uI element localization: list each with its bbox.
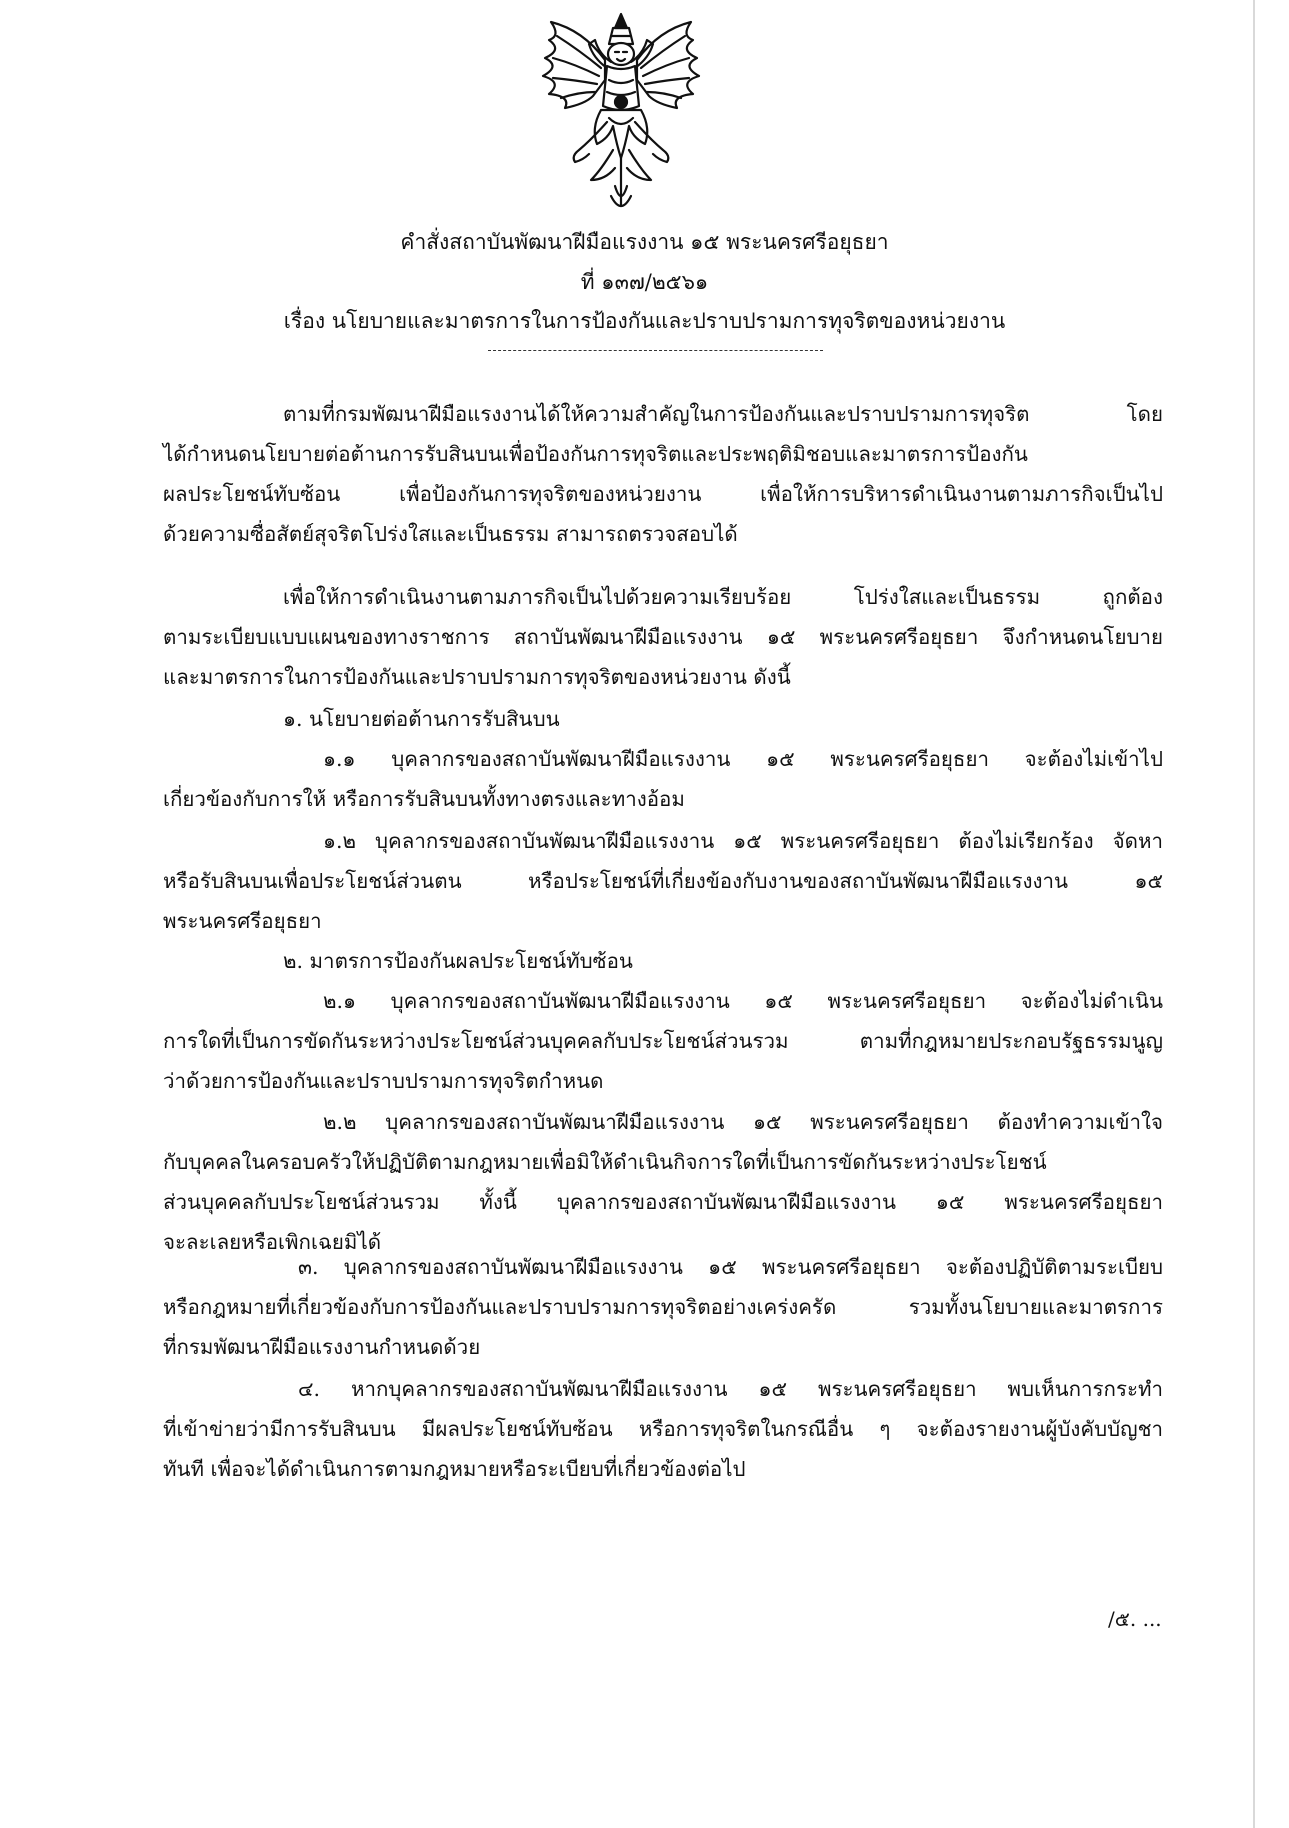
garuda-emblem-icon	[531, 10, 711, 220]
paragraph-line: หรือรับสินบนเพื่อประโยชน์ส่วนตน หรือประโยชน์ที่เกี่ยงข้องกับงานของสถาบันพัฒนาฝีมือแรงงาน ๑๕	[163, 869, 1163, 893]
paragraph-line: ผลประโยชน์ทับซ้อน เพื่อป้องกันการทุจริตของหน่วยงาน เพื่อให้การบริหารดำเนินงานตามภารกิจเป็นไป	[163, 482, 1163, 506]
paragraph-line: การใดที่เป็นการขัดกันระหว่างประโยชน์ส่วนบุคคลกับประโยชน์ส่วนรวม ตามที่กฎหมายประกอบรัฐธรรมนูญ	[163, 1029, 1163, 1053]
paragraph-line: และมาตรการในการป้องกันและปราบปรามการทุจริตของหน่วยงาน ดังนี้	[163, 665, 791, 689]
paragraph-line: ๑.๑ บุคลากรของสถาบันพัฒนาฝีมือแรงงาน ๑๕ พระนครศรีอยุธยา จะต้องไม่เข้าไป	[323, 747, 1163, 771]
order-subject: เรื่อง นโยบายและมาตรการในการป้องกันและปราบปรามการทุจริตของหน่วยงาน	[283, 309, 1006, 333]
paragraph-line: ด้วยความซื่อสัตย์สุจริตโปร่งใสและเป็นธรรม สามารถตรวจสอบได้	[163, 522, 738, 546]
order-number: ที่ ๑๓๗/๒๕๖๑	[580, 270, 709, 294]
paragraph-line: ได้กำหนดนโยบายต่อต้านการรับสินบนเพื่อป้องกันการทุจริตและประพฤติมิชอบและมาตรการป้องกัน	[163, 442, 1028, 466]
paragraph-line: จะละเลยหรือเพิกเฉยมิได้	[163, 1230, 382, 1254]
paragraph-line: ที่กรมพัฒนาฝีมือแรงงานกำหนดด้วย	[163, 1335, 481, 1359]
paragraph-line: ที่เข้าข่ายว่ามีการรับสินบน มีผลประโยชน์ทับซ้อน หรือการทุจริตในกรณีอื่น ๆ จะต้องรายงานผู้บังคับบัญชา	[163, 1417, 1163, 1441]
section-heading: ๒. มาตรการป้องกันผลประโยชน์ทับซ้อน	[283, 949, 633, 973]
order-title: คำสั่งสถาบันพัฒนาฝีมือแรงงาน ๑๕ พระนครศรีอยุธยา	[400, 230, 889, 254]
paragraph-line: ๒.๑ บุคลากรของสถาบันพัฒนาฝีมือแรงงาน ๑๕ พระนครศรีอยุธยา จะต้องไม่ดำเนิน	[323, 989, 1163, 1013]
paragraph-line: ตามที่กรมพัฒนาฝีมือแรงงานได้ให้ความสำคัญในการป้องกันและปราบปรามการทุจริต โดย	[283, 402, 1163, 426]
section-heading: ๑. นโยบายต่อต้านการรับสินบน	[283, 707, 560, 731]
paragraph-line: ตามระเบียบแบบแผนของทางราชการ สถาบันพัฒนาฝีมือแรงงาน ๑๕ พระนครศรีอยุธยา จึงกำหนดนโยบาย	[163, 625, 1163, 649]
paragraph-line: เกี่ยวข้องกับการให้ หรือการรับสินบนทั้งทางตรงและทางอ้อม	[163, 787, 685, 811]
paragraph-line: ๔. หากบุคลากรของสถาบันพัฒนาฝีมือแรงงาน ๑๕ พระนครศรีอยุธยา พบเห็นการกระทำ	[298, 1377, 1163, 1401]
paragraph-line: เพื่อให้การดำเนินงานตามภารกิจเป็นไปด้วยความเรียบร้อย โปร่งใสและเป็นธรรม ถูกต้อง	[283, 585, 1163, 609]
paragraph-line: ทันที เพื่อจะได้ดำเนินการตามกฎหมายหรือระเบียบที่เกี่ยวข้องต่อไป	[163, 1457, 746, 1481]
paragraph-line: ๒.๒ บุคลากรของสถาบันพัฒนาฝีมือแรงงาน ๑๕ พระนครศรีอยุธยา ต้องทำความเข้าใจ	[323, 1110, 1163, 1134]
header-divider	[488, 350, 823, 351]
paragraph-line: กับบุคคลในครอบครัวให้ปฏิบัติตามกฎหมายเพื่อมิให้ดำเนินกิจการใดที่เป็นการขัดกันระหว่างประโยชน์	[163, 1150, 1047, 1174]
page-continuation: /๕. ...	[1108, 1607, 1162, 1631]
paragraph-line: ๓. บุคลากรของสถาบันพัฒนาฝีมือแรงงาน ๑๕ พระนครศรีอยุธยา จะต้องปฏิบัติตามระเบียบ	[298, 1255, 1163, 1279]
paragraph-line: ว่าด้วยการป้องกันและปราบปรามการทุจริตกำหนด	[163, 1069, 604, 1093]
paragraph-line: พระนครศรีอยุธยา	[163, 909, 322, 933]
paragraph-line: หรือกฎหมายที่เกี่ยวข้องกับการป้องกันและปราบปรามการทุจริตอย่างเคร่งครัด รวมทั้งนโยบายและมาตรการ	[163, 1295, 1163, 1319]
paragraph-line: ๑.๒ บุคลากรของสถาบันพัฒนาฝีมือแรงงาน ๑๕ พระนครศรีอยุธยา ต้องไม่เรียกร้อง จัดหา	[323, 829, 1163, 853]
paragraph-line: ส่วนบุคคลกับประโยชน์ส่วนรวม ทั้งนี้ บุคลากรของสถาบันพัฒนาฝีมือแรงงาน ๑๕ พระนครศรีอยุธยา	[163, 1190, 1163, 1214]
